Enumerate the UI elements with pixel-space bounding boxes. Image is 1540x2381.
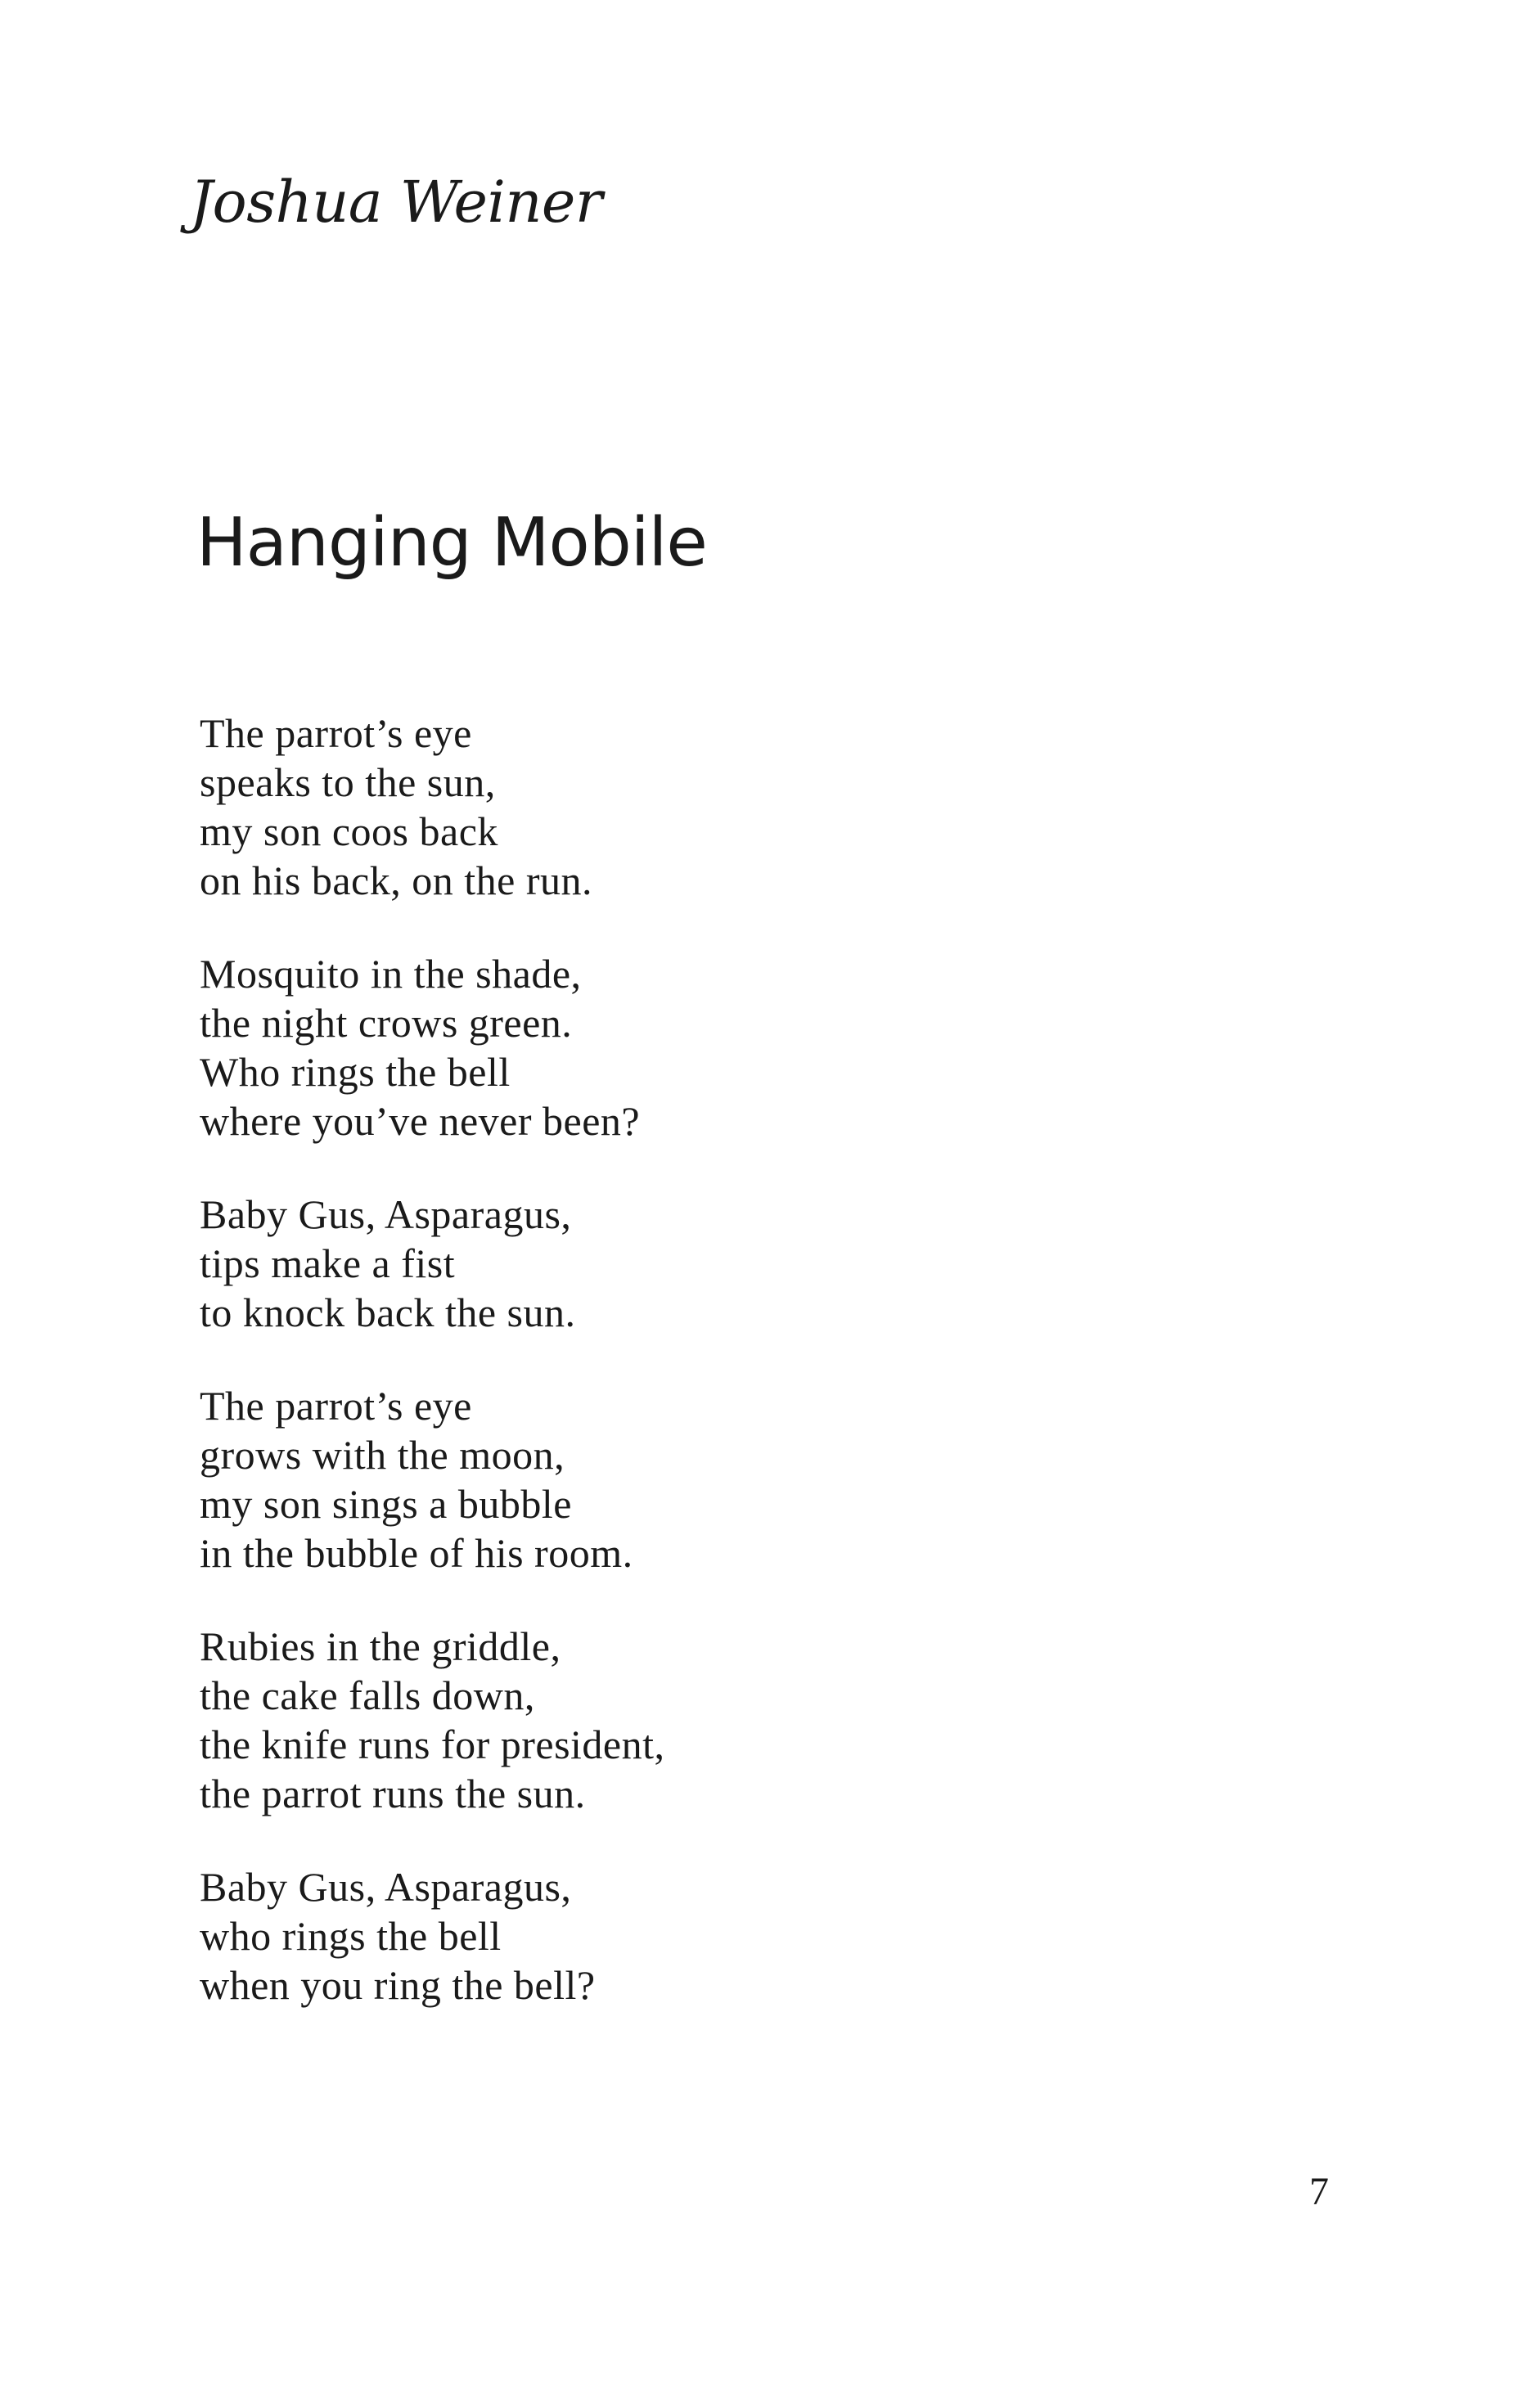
stanza-3 [200, 1190, 1345, 1337]
poem-body [200, 709, 1345, 2054]
poem-line: who rings the bell [200, 1913, 502, 1959]
poem-line: Who rings the bell [200, 1049, 511, 1095]
poem-line: speaks to the sun, [200, 759, 496, 805]
poem-line: Mosquito in the shade, [200, 951, 582, 997]
poem-line: tips make a fist [200, 1240, 456, 1286]
stanza-2 [200, 949, 1345, 1145]
poem-line: the knife runs for president, [200, 1722, 665, 1767]
page-number: 7 [1309, 2170, 1329, 2213]
poem-line: where you’ve never been? [200, 1098, 641, 1144]
poem-line: Baby Gus, Asparagus, [200, 1191, 572, 1237]
poem-line: to knock back the sun. [200, 1290, 576, 1335]
stanza-6 [200, 1862, 1345, 2010]
poem-line: the cake falls down, [200, 1672, 535, 1718]
poem-line: my son sings a bubble [200, 1481, 572, 1527]
poem-line: the parrot runs the sun. [200, 1771, 586, 1816]
author-name: Joshua Weiner [190, 169, 602, 236]
stanza-5 [200, 1622, 1345, 1818]
poem-line: grows with the moon, [200, 1432, 565, 1478]
poem-line: The parrot’s eye [200, 1383, 472, 1429]
poem-line: Baby Gus, Asparagus, [200, 1864, 572, 1910]
poem-line: on his back, on the run. [200, 857, 592, 903]
poem-line: The parrot’s eye [200, 710, 472, 756]
poem-line: my son coos back [200, 808, 498, 854]
poem-line: Rubies in the griddle, [200, 1623, 561, 1669]
poem-line: the night crows green. [200, 1000, 573, 1046]
stanza-4 [200, 1381, 1345, 1578]
poem-line: in the bubble of his room. [200, 1530, 633, 1576]
poem-title: Hanging Mobile [196, 504, 707, 582]
stanza-1 [200, 709, 1345, 905]
poem-line: when you ring the bell? [200, 1962, 596, 2008]
